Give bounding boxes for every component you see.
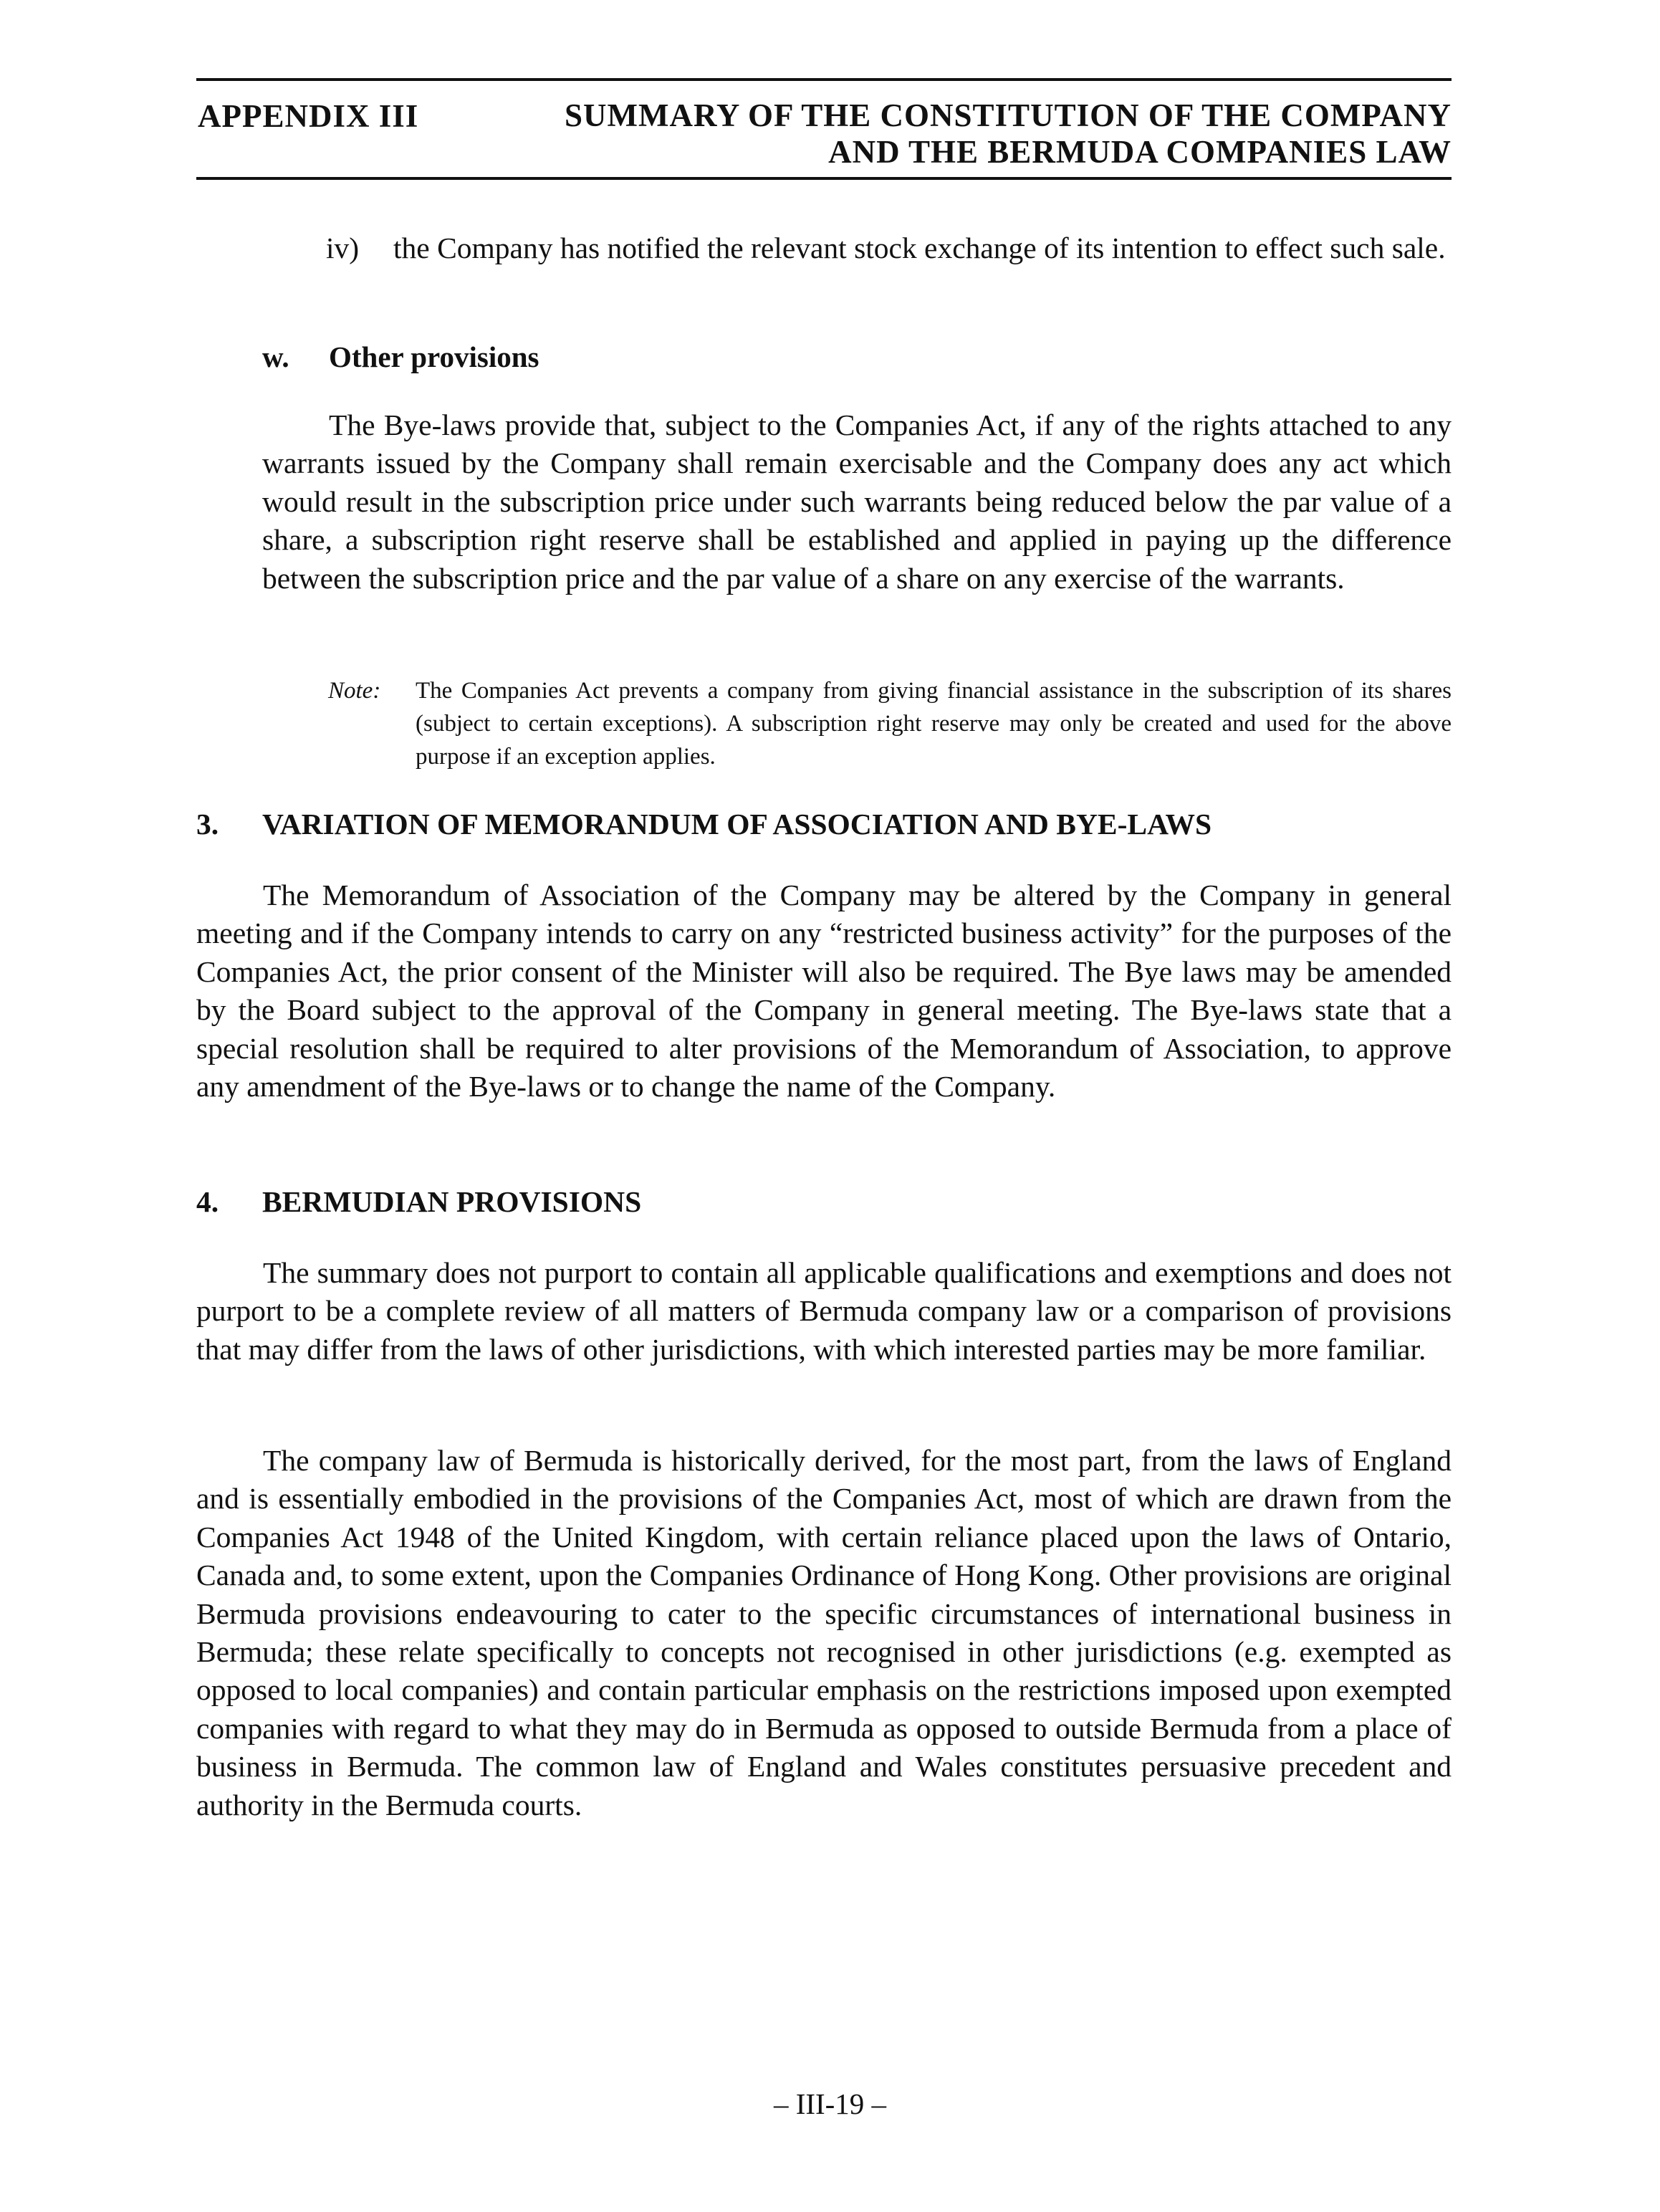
header-title-line-2: AND THE BERMUDA COMPANIES LAW <box>828 134 1452 170</box>
section-number: 3. <box>196 808 219 841</box>
section-title: VARIATION OF MEMORANDUM OF ASSOCIATION AND BYE-LAWS <box>262 808 1212 841</box>
header-top-rule <box>196 78 1452 81</box>
paragraph-variation: The Memorandum of Association of the Company may be altered by the Company in general meeting and if the Company intends to carry on any “restricted business activity” for the purposes of the Companies Act, the prior consent of the Minister will also be required. The Bye laws may be amended by the Board subject to the approval of the Company in general meeting. The Bye-laws state that a special resolution shall be required to alter provisions of the Memorandum of Association, to approve any amendment of the Bye-laws or to change the name of the Company. <box>196 878 1452 1103</box>
subsection-title: Other provisions <box>329 340 539 373</box>
list-item-text: the Company has notified the relevant stock exchange of its intention to effect such sale. <box>393 231 1446 264</box>
note-label: Note: <box>328 678 381 704</box>
section-title: BERMUDIAN PROVISIONS <box>262 1185 642 1218</box>
paragraph-company-law: The company law of Bermuda is historically derived, for the most part, from the laws of England and is essentially embodied in the provisions of the Companies Act, most of which are drawn from the Companies Act 1948 of the United Kingdom, with certain reliance placed upon the laws of Ontario, Canada and, to some extent, upon the Companies Ordinance of Hong Kong. Other provisions are original Bermuda provisions endeavouring to cater to the specific circumstances of international business in Bermuda; these relate specifically to concepts not recognised in other jurisdictions (e.g. exempted as opposed to local companies) and contain particular emphasis on the restrictions imposed upon exempted companies with regard to what they may do in Bermuda as opposed to outside Bermuda from a place of business in Bermuda. The common law of England and Wales constitutes persuasive precedent and authority in the Bermuda courts. <box>196 1444 1452 1821</box>
section-number: 4. <box>196 1185 219 1218</box>
subsection-number: w. <box>262 340 289 373</box>
list-item-marker: iv) <box>326 231 360 264</box>
paragraph-other-provisions: The Bye-laws provide that, subject to the Companies Act, if any of the rights attached to any warrants issued by the Company shall remain exercisable and the Company does any act which would result in the subscription price under such warrants being reduced below the par value of a share, a subscription right reserve shall be established and applied in paying up the difference between the subscription price and the par value of a share on any exercise of the warrants. <box>262 408 1452 595</box>
header-bottom-rule <box>196 177 1452 180</box>
header-title <box>520 97 1452 171</box>
paragraph-summary-scope: The summary does not purport to contain all applicable qualifications and exemptions and does not purport to be a complete review of all matters of Bermuda company law or a comparison of provisions that may differ from the laws of other jurisdictions, with which interested parties may be more familiar. <box>196 1256 1452 1366</box>
appendix-label: APPENDIX III <box>198 98 419 134</box>
note-text: The Companies Act prevents a company from giving financial assistance in the subscription of its shares (subject to certain exceptions). A subscription right reserve may only be created and used for the above purpose if an exception applies. <box>416 678 1452 770</box>
header-title-line-1: SUMMARY OF THE CONSTITUTION OF THE COMPANY <box>565 97 1452 133</box>
page-number: – III-19 – <box>773 2087 887 2120</box>
